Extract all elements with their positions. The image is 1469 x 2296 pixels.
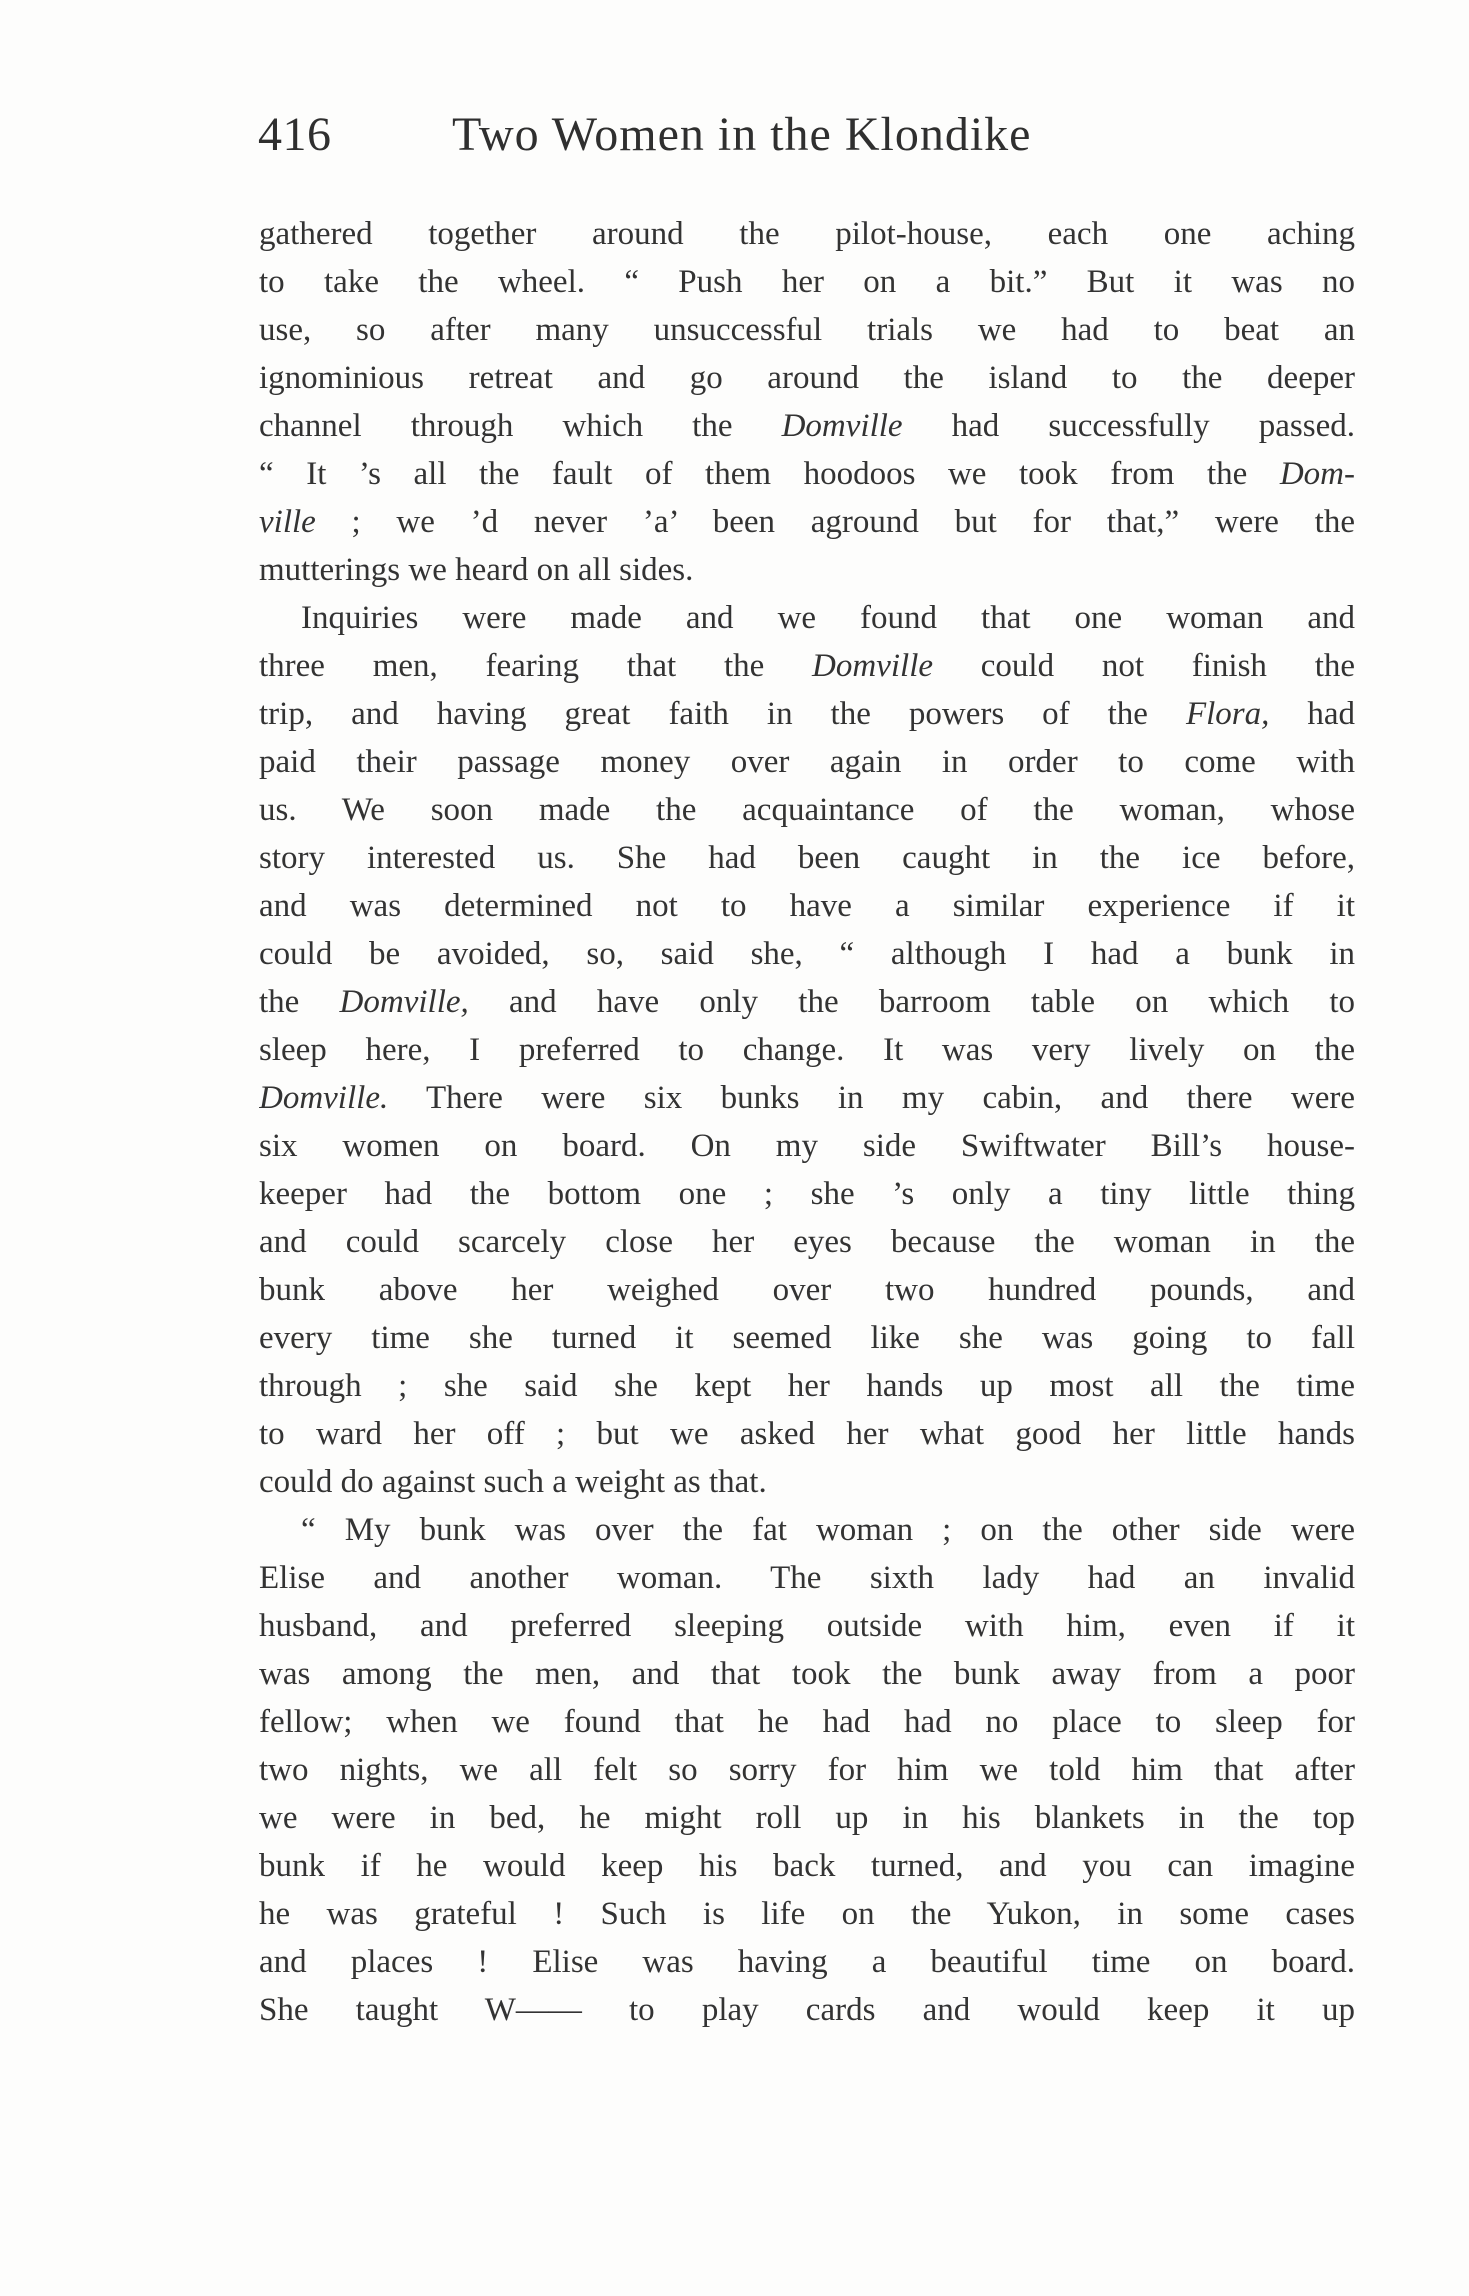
text-segment: Inquiries were made and we found that one woman and bbox=[301, 600, 1355, 636]
text-segment: we were in bed, he might roll up in his blankets in the top bbox=[259, 1800, 1355, 1836]
text-segment: the bbox=[259, 984, 340, 1020]
text-line bbox=[259, 1986, 1355, 2034]
italic-text: Dom- bbox=[1279, 456, 1355, 492]
text-line bbox=[259, 1362, 1355, 1410]
text-segment: ; we ’d never ’a’ been aground but for that,” were the bbox=[315, 504, 1355, 540]
text-line bbox=[259, 882, 1355, 930]
text-line bbox=[259, 498, 1355, 546]
text-segment: three men, fearing that the bbox=[259, 648, 813, 684]
text-line bbox=[259, 354, 1355, 402]
text-segment: six women on board. On my side Swiftwater Bill’s house- bbox=[259, 1128, 1355, 1164]
text-segment: us. We soon made the acquaintance of the woman, whose bbox=[259, 792, 1355, 828]
italic-text: ville bbox=[259, 504, 316, 540]
text-segment: every time she turned it seemed like she was going to fall bbox=[259, 1320, 1355, 1356]
text-segment: and places ! Elise was having a beautiful time on board. bbox=[259, 1944, 1355, 1980]
text-segment: and have only the barroom table on which to bbox=[468, 984, 1355, 1020]
text-line bbox=[259, 1650, 1355, 1698]
text-line bbox=[259, 930, 1355, 978]
text-segment: There were six bunks in my cabin, and there were bbox=[388, 1080, 1355, 1116]
text-segment: gathered together around the pilot-house, each one aching bbox=[259, 216, 1355, 252]
running-head bbox=[258, 100, 1358, 170]
italic-text: Flora, bbox=[1185, 696, 1270, 732]
text-line bbox=[259, 978, 1355, 1026]
text-segment: had successfully passed. bbox=[902, 408, 1355, 444]
text-segment: two nights, we all felt so sorry for him we told him that after bbox=[259, 1752, 1355, 1788]
text-segment: he was grateful ! Such is life on the Yukon, in some cases bbox=[259, 1896, 1355, 1932]
text-segment: had bbox=[1269, 696, 1355, 732]
text-line bbox=[259, 1314, 1355, 1362]
book-title: Two Women in the Klondike bbox=[452, 108, 1032, 161]
body-text bbox=[259, 210, 1355, 2034]
text-segment: could not finish the bbox=[933, 648, 1355, 684]
text-segment: to take the wheel. “ Push her on a bit.” But it was no bbox=[259, 264, 1355, 300]
text-line bbox=[259, 1170, 1355, 1218]
text-line bbox=[259, 546, 1355, 594]
text-segment: ignominious retreat and go around the island to the deeper bbox=[259, 360, 1355, 396]
text-segment: could do against such a weight as that. bbox=[259, 1464, 767, 1500]
text-segment: mutterings we heard on all sides. bbox=[259, 552, 694, 588]
text-line bbox=[259, 594, 1355, 642]
italic-text: Domville bbox=[781, 408, 903, 444]
text-segment: husband, and preferred sleeping outside with him, even if it bbox=[259, 1608, 1355, 1644]
text-line bbox=[259, 1458, 1355, 1506]
text-line bbox=[259, 1554, 1355, 1602]
text-segment: through ; she said she kept her hands up most all the time bbox=[259, 1368, 1355, 1404]
text-line bbox=[259, 1074, 1355, 1122]
text-line bbox=[259, 1026, 1355, 1074]
text-line bbox=[259, 1218, 1355, 1266]
text-line bbox=[259, 402, 1355, 450]
text-segment: and could scarcely close her eyes because the woman in the bbox=[259, 1224, 1355, 1260]
text-line bbox=[259, 1602, 1355, 1650]
text-line bbox=[259, 306, 1355, 354]
text-line bbox=[259, 1794, 1355, 1842]
text-line bbox=[259, 1122, 1355, 1170]
text-segment: She taught W—— to play cards and would keep it up bbox=[259, 1992, 1355, 2028]
text-line bbox=[259, 786, 1355, 834]
text-line bbox=[259, 1506, 1355, 1554]
italic-text: Domville, bbox=[339, 984, 469, 1020]
text-segment: bunk if he would keep his back turned, and you can imagine bbox=[259, 1848, 1355, 1884]
text-segment: Elise and another woman. The sixth lady had an invalid bbox=[259, 1560, 1355, 1596]
text-segment: keeper had the bottom one ; she ’s only a tiny little thing bbox=[259, 1176, 1355, 1212]
text-line bbox=[259, 1938, 1355, 1986]
text-line bbox=[259, 1890, 1355, 1938]
text-line bbox=[259, 450, 1355, 498]
text-segment: trip, and having great faith in the powers of the bbox=[259, 696, 1186, 732]
text-segment: to ward her off ; but we asked her what good her little hands bbox=[259, 1416, 1355, 1452]
text-segment: paid their passage money over again in order to come with bbox=[259, 744, 1355, 780]
page-number: 416 bbox=[258, 108, 332, 161]
italic-text: Domville bbox=[812, 648, 934, 684]
text-segment: story interested us. She had been caught in the ice before, bbox=[259, 840, 1355, 876]
text-segment: channel through which the bbox=[259, 408, 782, 444]
text-segment: and was determined not to have a similar experience if it bbox=[259, 888, 1355, 924]
text-segment: was among the men, and that took the bunk away from a poor bbox=[259, 1656, 1355, 1692]
text-line bbox=[259, 834, 1355, 882]
text-line bbox=[259, 642, 1355, 690]
text-line bbox=[259, 1266, 1355, 1314]
text-segment: bunk above her weighed over two hundred pounds, and bbox=[259, 1272, 1355, 1308]
text-segment: sleep here, I preferred to change. It was very lively on the bbox=[259, 1032, 1355, 1068]
text-line bbox=[259, 1698, 1355, 1746]
text-line bbox=[259, 258, 1355, 306]
text-line bbox=[259, 1746, 1355, 1794]
text-segment: fellow; when we found that he had had no place to sleep for bbox=[259, 1704, 1355, 1740]
text-segment: “ My bunk was over the fat woman ; on the other side were bbox=[301, 1512, 1355, 1548]
text-segment: use, so after many unsuccessful trials we had to beat an bbox=[259, 312, 1355, 348]
text-segment: could be avoided, so, said she, “ although I had a bunk in bbox=[259, 936, 1355, 972]
text-line bbox=[259, 210, 1355, 258]
text-line bbox=[259, 1842, 1355, 1890]
text-line bbox=[259, 1410, 1355, 1458]
text-line bbox=[259, 690, 1355, 738]
text-segment: “ It ’s all the fault of them hoodoos we took from the bbox=[259, 456, 1280, 492]
italic-text: Domville. bbox=[259, 1080, 389, 1116]
text-line bbox=[259, 738, 1355, 786]
